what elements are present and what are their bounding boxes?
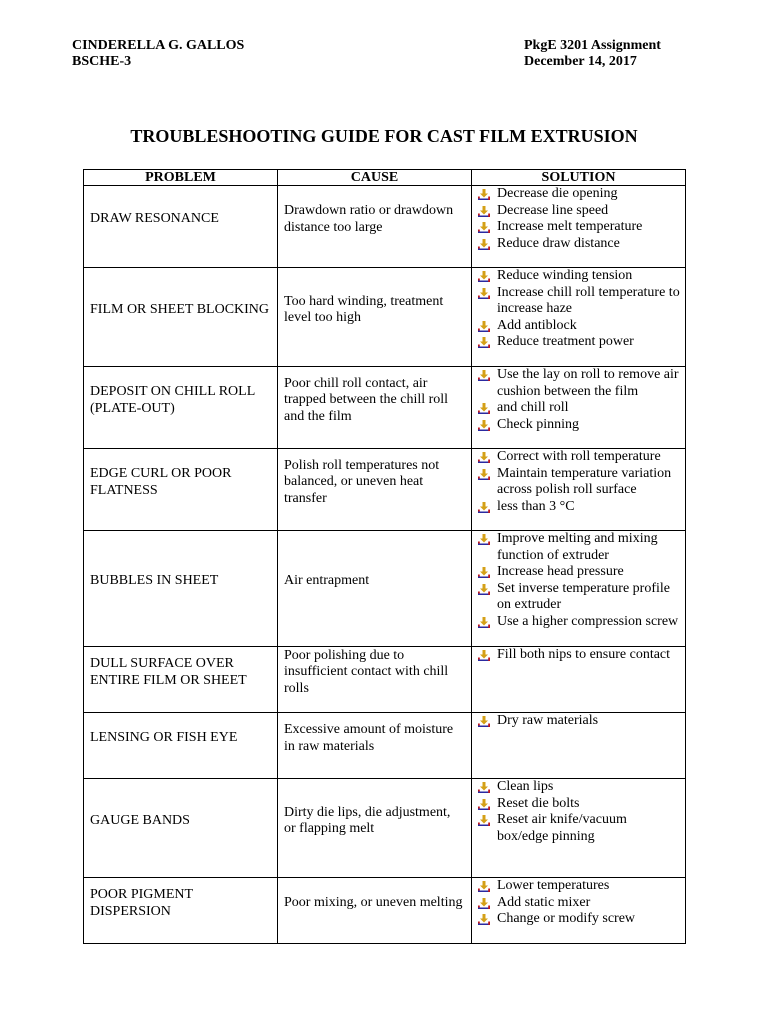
solution-text: Reduce draw distance [497,235,620,251]
down-arrow-bullet-icon [478,881,490,892]
author-name: CINDERELLA G. GALLOS [72,38,245,53]
solution-item [476,285,681,318]
solution-item [476,531,681,564]
solution-list [476,647,681,664]
solution-item [476,779,681,796]
cause-text: Air entrapment [284,573,370,589]
down-arrow-bullet-icon [478,584,490,595]
solution-text: Check pinning [497,416,580,432]
solution-item [476,713,681,730]
down-arrow-bullet-icon [478,222,490,233]
solution-text: Increase chill roll temperature to increase haze [497,284,680,316]
solution-item [476,400,681,417]
cause-text: Poor polishing due to insufficient contact with chill rolls [284,647,449,696]
down-arrow-bullet-icon [478,288,490,299]
solution-item [476,268,681,285]
problem-text: POOR PIGMENT DISPERSION [90,887,193,919]
table-row [84,268,686,367]
solution-text: and chill roll [497,400,569,415]
problem-text: DULL SURFACE OVER ENTIRE FILM OR SHEET [90,656,247,688]
cause-text: Drawdown ratio or drawdown distance too large [284,203,454,235]
table-row [84,449,686,531]
header-cause: CAUSE [278,170,472,186]
down-arrow-bullet-icon [478,239,490,250]
solution-list [476,449,681,515]
solution-item [476,895,681,912]
course-name: PkgE 3201 Assignment [524,38,661,53]
cause-cell [278,531,472,647]
solution-text: Set inverse temperature profile on extruder [497,580,670,612]
table-row [84,878,686,944]
problem-text: DEPOSIT ON CHILL ROLL (PLATE-OUT) [90,384,255,416]
down-arrow-bullet-icon [478,206,490,217]
solution-text: Add static mixer [497,894,591,910]
down-arrow-bullet-icon [478,914,490,925]
down-arrow-bullet-icon [478,815,490,826]
solution-cell [472,779,686,878]
down-arrow-bullet-icon [478,189,490,200]
cause-text: Dirty die lips, die adjustment, or flapping melt [284,804,451,836]
problem-text: EDGE CURL OR POOR FLATNESS [90,466,232,498]
table-body [84,186,686,944]
down-arrow-bullet-icon [478,337,490,348]
down-arrow-bullet-icon [478,799,490,810]
problem-text: DRAW RESONANCE [90,211,219,227]
solution-text: Use a higher compression screw [497,613,679,629]
solution-item [476,812,681,845]
solution-item [476,203,681,220]
troubleshooting-table [83,169,686,944]
solution-cell [472,531,686,647]
solution-text: Decrease line speed [497,202,609,218]
table-row [84,531,686,647]
solution-text: Increase melt temperature [497,219,643,234]
solution-text: Correct with roll temperature [497,449,661,464]
cause-cell [278,367,472,449]
cause-text: Too hard winding, treatment level too high [284,293,444,325]
solution-text: Change or modify screw [497,911,636,926]
cause-text: Excessive amount of moisture in raw materials [284,722,454,754]
problem-cell [84,779,278,878]
cause-cell [278,713,472,779]
solution-list [476,878,681,928]
table-row [84,647,686,713]
problem-cell [84,647,278,713]
cause-cell [278,449,472,531]
solution-text: Reset air knife/vacuum box/edge pinning [497,812,627,844]
cause-cell [278,878,472,944]
solution-list [476,779,681,845]
problem-text: LENSING OR FISH EYE [90,730,238,746]
down-arrow-bullet-icon [478,716,490,727]
solution-text: Reduce treatment power [497,334,634,349]
down-arrow-bullet-icon [478,321,490,332]
cause-text: Polish roll temperatures not balanced, or uneven heat transfer [284,457,440,506]
problem-text: FILM OR SHEET BLOCKING [90,301,270,317]
solution-cell [472,268,686,367]
header-solution: SOLUTION [472,170,686,186]
problem-cell [84,186,278,268]
solution-text: Clean lips [497,779,554,794]
problem-text: BUBBLES IN SHEET [90,573,219,589]
solution-text: Dry raw materials [497,713,599,728]
solution-text: Use the lay on roll to remove air cushion between the film [497,367,679,399]
author-block [72,38,244,70]
table-row [84,367,686,449]
down-arrow-bullet-icon [478,567,490,578]
solution-item [476,911,681,928]
down-arrow-bullet-icon [478,452,490,463]
down-arrow-bullet-icon [478,420,490,431]
cause-cell [278,647,472,713]
down-arrow-bullet-icon [478,534,490,545]
solution-item [476,417,681,434]
solution-item [476,647,681,664]
solution-item [476,367,681,400]
cause-text: Poor chill roll contact, air trapped between the chill roll and the film [284,375,449,424]
down-arrow-bullet-icon [478,370,490,381]
solution-list [476,367,681,433]
solution-text: less than 3 °C [497,498,575,514]
solution-item [476,334,681,351]
solution-text: Add antiblock [497,317,577,333]
solution-cell [472,186,686,268]
assignment-date: December 14, 2017 [524,54,637,69]
down-arrow-bullet-icon [478,469,490,480]
solution-text: Increase head pressure [497,564,624,579]
solution-item [476,614,681,631]
table-row [84,779,686,878]
solution-item [476,796,681,813]
solution-text: Reduce winding tension [497,268,633,283]
solution-cell [472,449,686,531]
problem-text: GAUGE BANDS [90,812,190,828]
table-header-row [84,170,686,186]
down-arrow-bullet-icon [478,502,490,513]
problem-cell [84,367,278,449]
solution-item [476,236,681,253]
solution-list [476,268,681,351]
solution-item [476,466,681,499]
down-arrow-bullet-icon [478,617,490,628]
page-title: TROUBLESHOOTING GUIDE FOR CAST FILM EXTRUSION [130,126,638,146]
solution-text: Improve melting and mixing function of extruder [497,531,658,563]
down-arrow-bullet-icon [478,403,490,414]
table-row [84,713,686,779]
problem-cell [84,449,278,531]
solution-item [476,186,681,203]
solution-text: Lower temperatures [497,878,610,893]
solution-item [476,449,681,466]
problem-cell [84,531,278,647]
solution-item [476,581,681,614]
solution-list [476,531,681,630]
solution-text: Maintain temperature variation across polish roll surface [497,465,672,497]
solution-cell [472,367,686,449]
cause-text: Poor mixing, or uneven melting [284,895,463,911]
solution-list [476,186,681,252]
problem-cell [84,713,278,779]
solution-text: Reset die bolts [497,795,580,811]
header-problem: PROBLEM [84,170,278,186]
table-row [84,186,686,268]
down-arrow-bullet-icon [478,650,490,661]
solution-item [476,564,681,581]
author-section: BSCHE-3 [72,54,132,69]
cause-cell [278,268,472,367]
solution-item [476,878,681,895]
solution-text: Fill both nips to ensure contact [497,647,671,662]
solution-cell [472,878,686,944]
down-arrow-bullet-icon [478,898,490,909]
solution-list [476,713,681,730]
down-arrow-bullet-icon [478,271,490,282]
cause-cell [278,779,472,878]
solution-item [476,499,681,516]
solution-item [476,318,681,335]
cause-cell [278,186,472,268]
down-arrow-bullet-icon [478,782,490,793]
problem-cell [84,878,278,944]
solution-cell [472,713,686,779]
solution-text: Decrease die opening [497,186,618,201]
problem-cell [84,268,278,367]
solution-cell [472,647,686,713]
solution-item [476,219,681,236]
course-block [524,38,661,70]
